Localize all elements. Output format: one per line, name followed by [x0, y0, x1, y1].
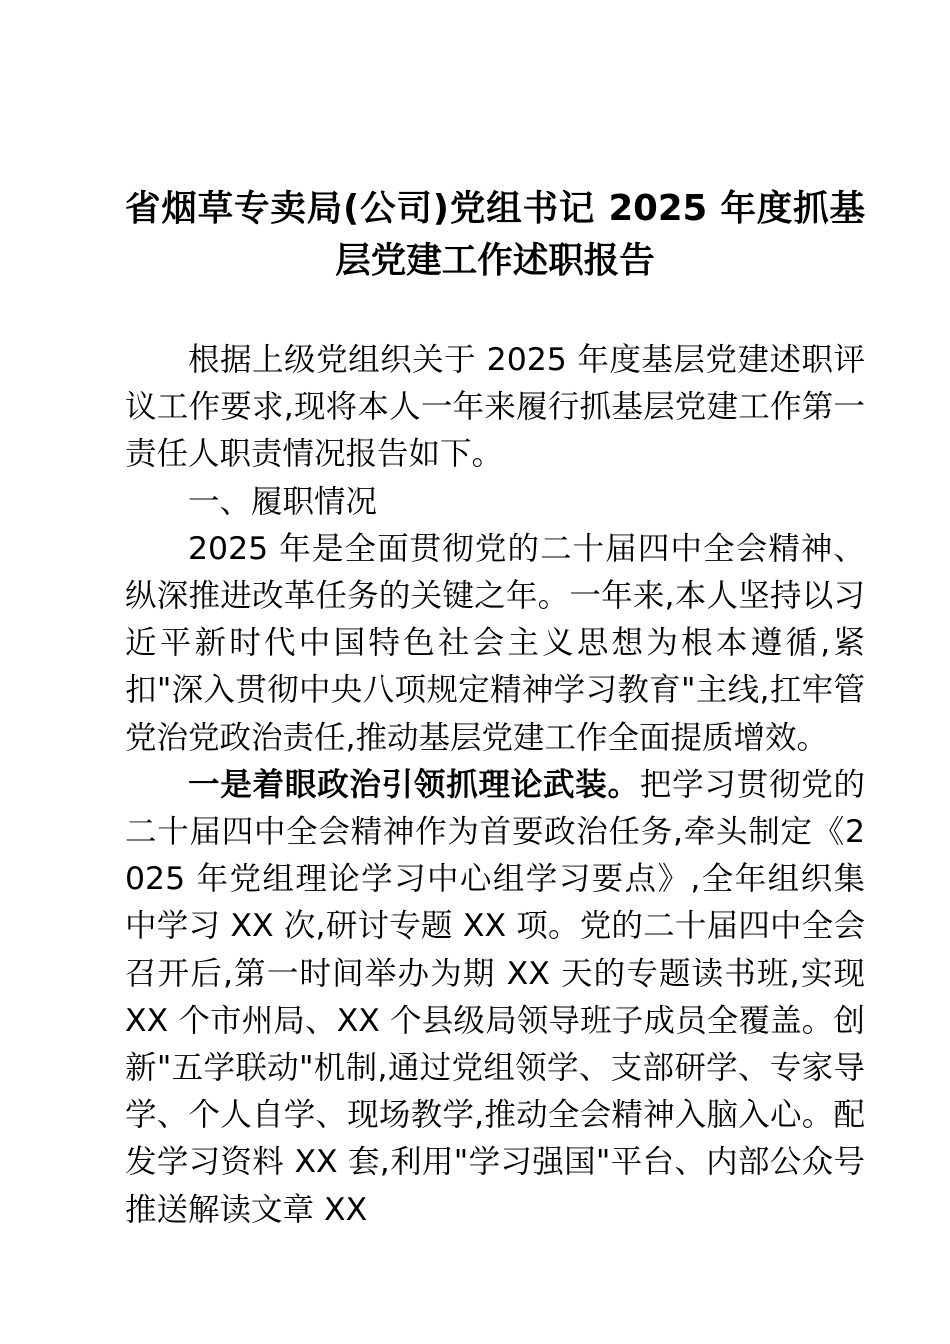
page-content-area [125, 183, 865, 1234]
paragraph-section-one-body: 2025 年是全面贯彻党的二十届四中全会精神、纵深推进改革任务的关键之年。一年来,本人坚持以习近平新时代中国特色社会主义思想为根本遵循,紧扣"深入贯彻中央八项规定精神学习教育"主线,扛牢管党治党政治责任,推动基层党建工作全面提质增效。 [125, 530, 865, 756]
title-spacer [125, 287, 865, 337]
page-title: 省烟草专卖局(公司)党组书记 2025 年度抓基层党建工作述职报告 [125, 188, 865, 281]
point-one-body-text: 把学习贯彻党的二十届四中全会精神作为首要政治任务,牵头制定《2025 年党组理论学习中心组学习要点》,全年组织集中学习 XX 次,研讨专题 XX 项。党的二十届四中全会召开后,第一时间举办为期 XX 天的专题读书班,实现 XX 个市州局、XX 个县级局领导班子成员全覆盖。创新"五学联动"机制,通过党组领学、支部研学、专家导学、个人自学、现场教学,推动全会精神入脑入心。配发学习资料 XX 套,利用"学习强国"平台、内部公众号推送解读文章 XX [125, 766, 865, 1228]
point-one-bold-lead: 一是着眼政治引领抓理论武装。 [188, 766, 640, 803]
paragraph-intro: 根据上级党组织关于 2025 年度基层党建述职评议工作要求,现将本人一年来履行抓基层党建工作第一责任人职责情况报告如下。 [125, 342, 865, 473]
section-heading-one: 一、履职情况 [188, 483, 378, 520]
paragraph-point-one [125, 762, 865, 1234]
